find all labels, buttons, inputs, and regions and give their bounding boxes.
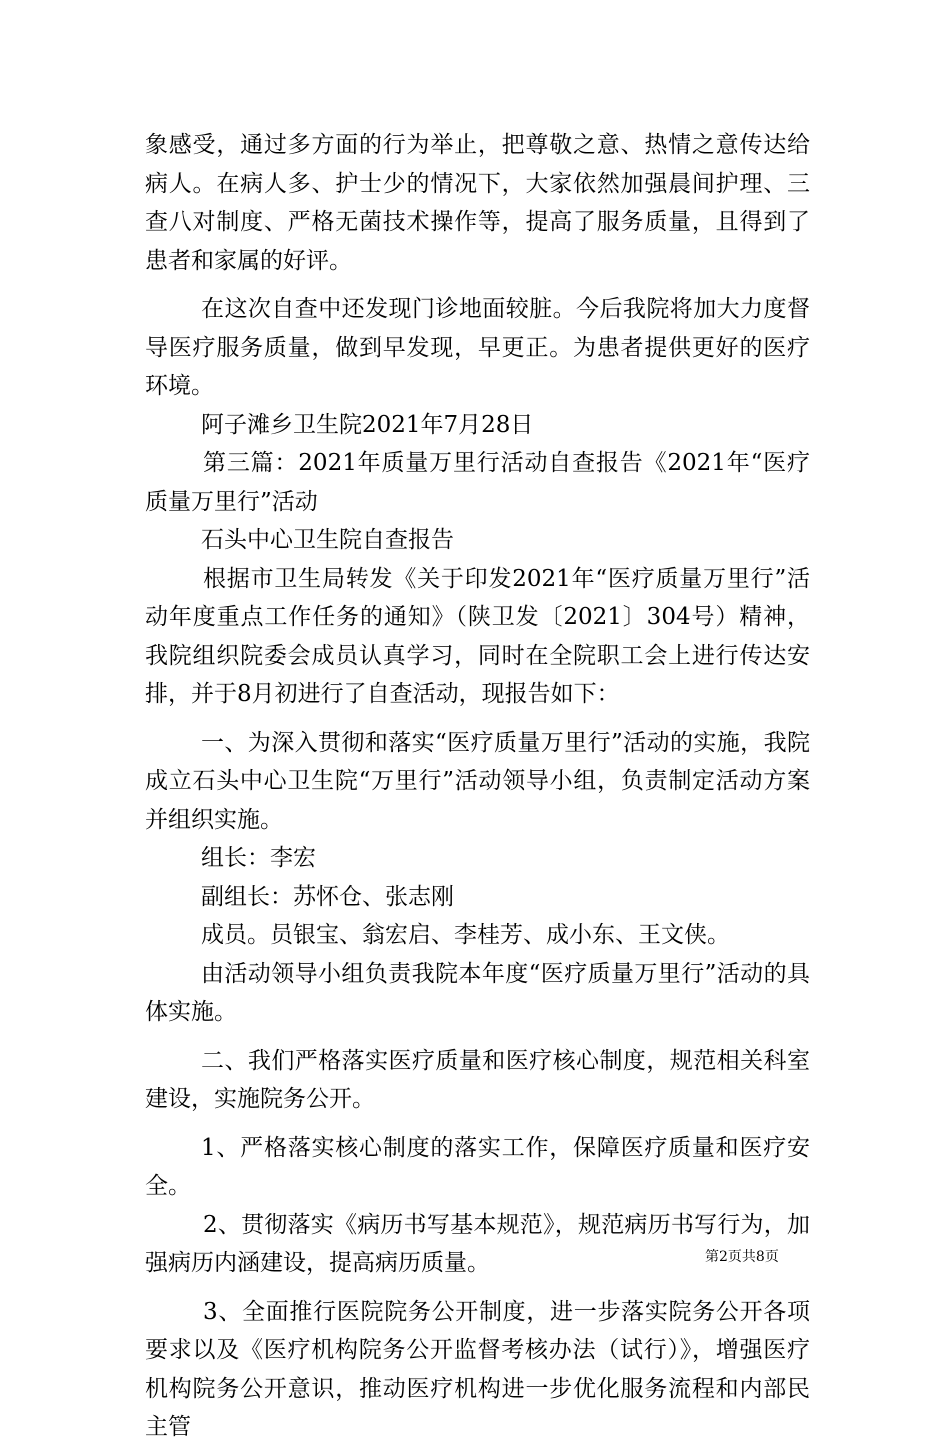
paragraph-group-duty: 由活动领导小组负责我院本年度“医疗质量万里行”活动的具体实施。 [145,960,810,1025]
paragraph-item-3: 3、全面推行医院院务公开制度，进一步落实院务公开各项要求以及《医疗机构院务公开监督考核办法（试行）》，增强医疗机构院务公开意识，推动医疗机构进一步优化服务流程和内部民主管 [145,1298,810,1440]
paragraph-signature-date: 阿子滩乡卫生院2021年7月28日 [201,411,534,438]
paragraph-item-2: 2、贯彻落实《病历书写基本规范》，规范病历书写行为，加强病历内涵建设，提高病历质量。 [145,1211,810,1276]
paragraph-members: 成员。员银宝、翁宏启、李桂芳、成小东、王文侠。 [201,922,730,948]
paragraph-report-title: 石头中心卫生院自查报告 [201,527,454,553]
paragraph-intro: 根据市卫生局转发《关于印发2021年“医疗质量万里行”活动年度重点工作任务的通知》（陕卫发〔2021〕304号）精神，我院组织院委会成员认真学习，同时在全院职工会上进行传达安排，并于8月初进行了自查活动，现报告如下： [145,565,810,707]
paragraph-group-leader: 组长：李宏 [201,845,316,871]
page-number: 第2页共8页 [705,1249,779,1265]
paragraph-section-title: 第三篇：2021年质量万里行活动自查报告《2021年“医疗质量万里行”活动 [145,450,810,515]
paragraph-self-check-finding: 在这次自查中还发现门诊地面较脏。今后我院将加大力度督导医疗服务质量，做到早发现，早更正。为患者提供更好的医疗环境。 [145,296,810,399]
paragraph-continuation: 象感受，通过多方面的行为举止，把尊敬之意、热情之意传达给病人。在病人多、护士少的情况下，大家依然加强晨间护理、三查八对制度、严格无菌技术操作等，提高了服务质量，且得到了患者和家属的好评。 [145,132,810,274]
paragraph-point-two: 二、我们严格落实医疗质量和医疗核心制度，规范相关科室建设，实施院务公开。 [145,1047,810,1112]
paragraph-point-one: 一、为深入贯彻和落实“医疗质量万里行”活动的实施，我院成立石头中心卫生院“万里行”活动领导小组，负责制定活动方案并组织实施。 [145,729,810,833]
paragraph-deputy-leader: 副组长：苏怀仓、张志刚 [201,883,454,910]
paragraph-item-1: 1、严格落实核心制度的落实工作，保障医疗质量和医疗安全。 [145,1134,810,1199]
